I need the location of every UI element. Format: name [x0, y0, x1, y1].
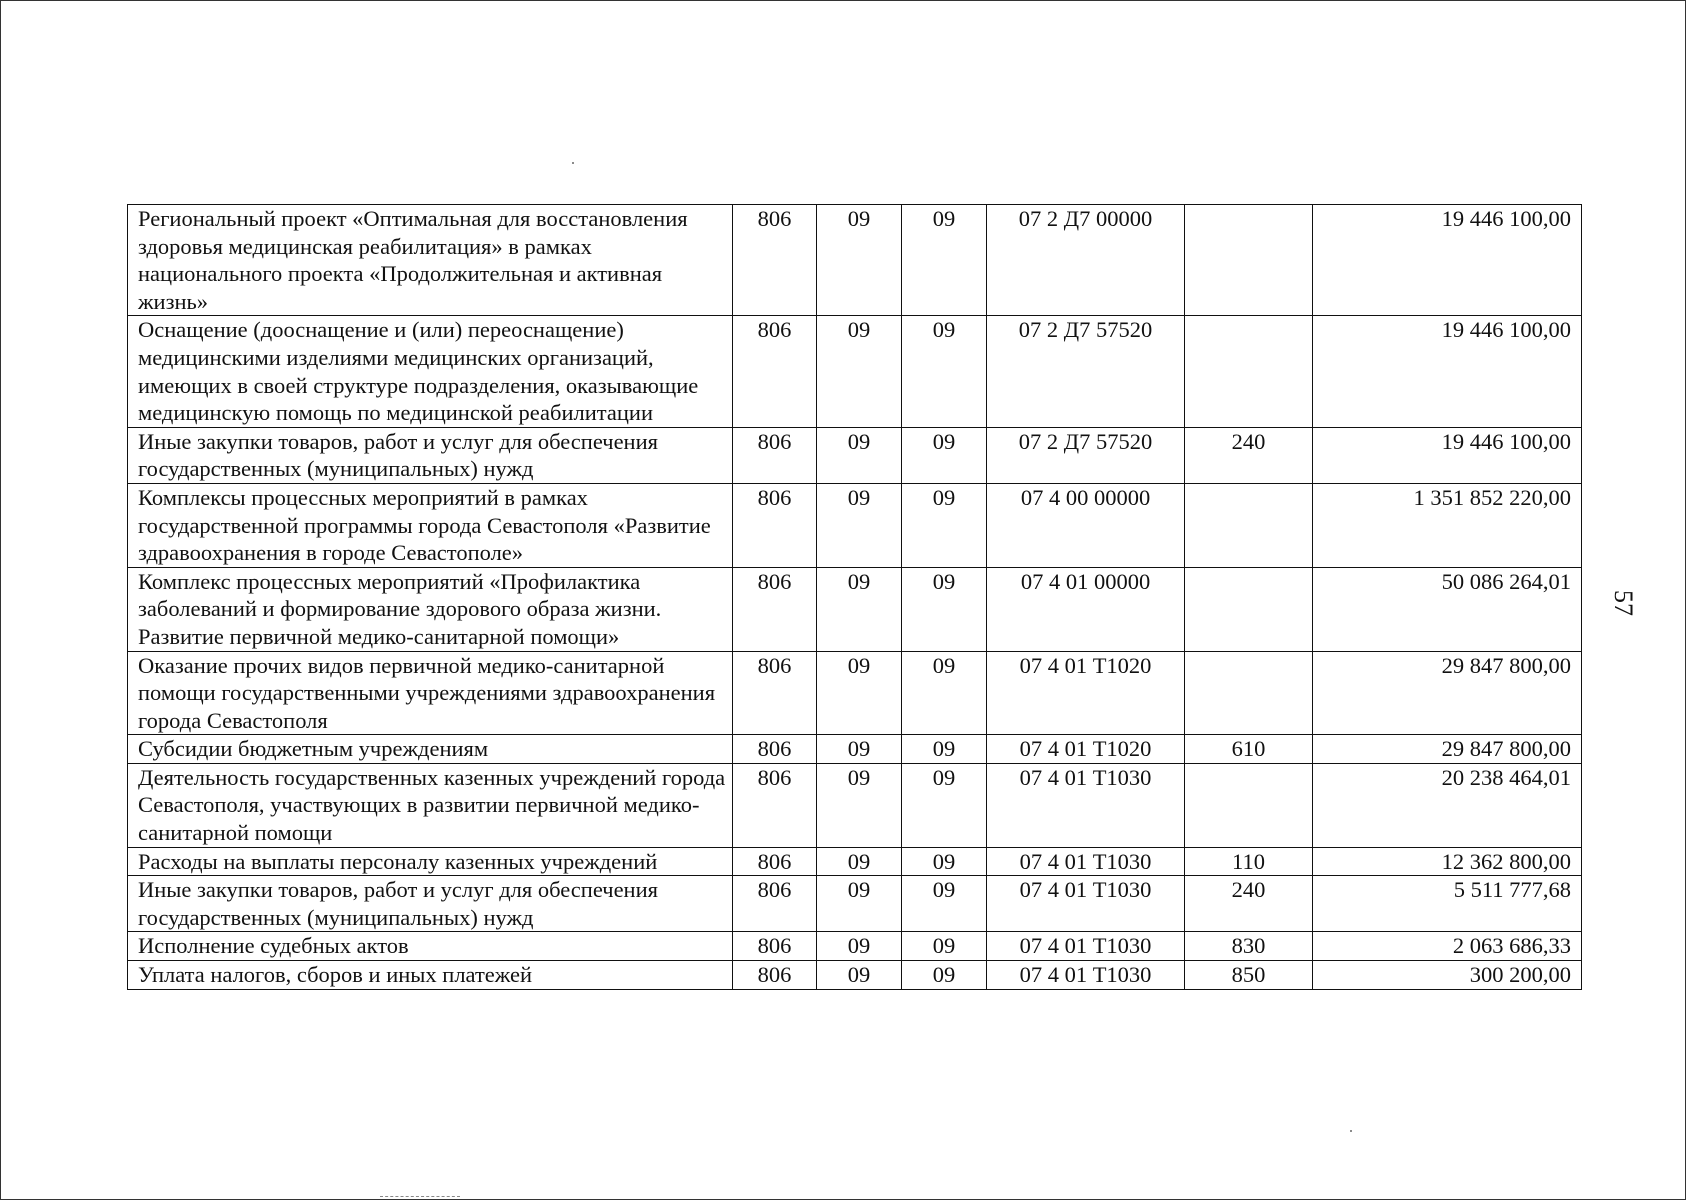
grbs-code-cell: 806 — [733, 932, 817, 961]
target-article-cell: 07 2 Д7 57520 — [987, 427, 1185, 483]
expense-name-cell: Оказание прочих видов первичной медико-санитарной помощи государственными учреждениями здравоохранения города Севастополя — [128, 651, 733, 735]
expense-name-cell: Субсидии бюджетным учреждениям — [128, 735, 733, 764]
scan-speck — [572, 162, 574, 164]
expense-type-cell: 850 — [1185, 961, 1313, 990]
expense-name-cell: Комплекс процессных мероприятий «Профилактика заболеваний и формирование здорового образа жизни. Развитие первичной медико-санитарной помощи» — [128, 567, 733, 651]
table-row — [128, 483, 1582, 567]
expense-type-cell: 610 — [1185, 735, 1313, 764]
page-number: 57 — [1609, 590, 1638, 616]
subsection-code-cell: 09 — [902, 847, 987, 876]
amount-cell: 2 063 686,33 — [1313, 932, 1582, 961]
expense-type-cell — [1185, 483, 1313, 567]
target-article-cell: 07 4 01 Т1020 — [987, 651, 1185, 735]
expense-type-cell — [1185, 205, 1313, 316]
expense-type-cell — [1185, 763, 1313, 847]
scan-edge-marks — [380, 1196, 460, 1199]
subsection-code-cell: 09 — [902, 932, 987, 961]
subsection-code-cell: 09 — [902, 205, 987, 316]
amount-cell: 20 238 464,01 — [1313, 763, 1582, 847]
grbs-code-cell: 806 — [733, 567, 817, 651]
section-code-cell: 09 — [817, 876, 902, 932]
section-code-cell: 09 — [817, 763, 902, 847]
section-code-cell: 09 — [817, 205, 902, 316]
grbs-code-cell: 806 — [733, 735, 817, 764]
table-row — [128, 567, 1582, 651]
subsection-code-cell: 09 — [902, 876, 987, 932]
expense-type-cell: 110 — [1185, 847, 1313, 876]
expense-type-cell: 240 — [1185, 427, 1313, 483]
amount-cell: 19 446 100,00 — [1313, 427, 1582, 483]
grbs-code-cell: 806 — [733, 847, 817, 876]
subsection-code-cell: 09 — [902, 651, 987, 735]
table-row — [128, 427, 1582, 483]
subsection-code-cell: 09 — [902, 961, 987, 990]
section-code-cell: 09 — [817, 847, 902, 876]
section-code-cell: 09 — [817, 651, 902, 735]
subsection-code-cell: 09 — [902, 427, 987, 483]
grbs-code-cell: 806 — [733, 205, 817, 316]
amount-cell: 12 362 800,00 — [1313, 847, 1582, 876]
table-row — [128, 763, 1582, 847]
target-article-cell: 07 4 01 00000 — [987, 567, 1185, 651]
section-code-cell: 09 — [817, 316, 902, 427]
table-row — [128, 735, 1582, 764]
section-code-cell: 09 — [817, 483, 902, 567]
expense-name-cell: Деятельность государственных казенных учреждений города Севастополя, участвующих в развитии первичной медико-санитарной помощи — [128, 763, 733, 847]
subsection-code-cell: 09 — [902, 763, 987, 847]
table-row — [128, 961, 1582, 990]
target-article-cell: 07 4 01 Т1030 — [987, 847, 1185, 876]
expense-type-cell: 240 — [1185, 876, 1313, 932]
section-code-cell: 09 — [817, 932, 902, 961]
amount-cell: 300 200,00 — [1313, 961, 1582, 990]
expense-name-cell: Оснащение (дооснащение и (или) переоснащение) медицинскими изделиями медицинских организаций, имеющих в своей структуре подразделения, оказывающие медицинскую помощь по медицинской реабилитации — [128, 316, 733, 427]
subsection-code-cell: 09 — [902, 567, 987, 651]
amount-cell: 19 446 100,00 — [1313, 316, 1582, 427]
table-row — [128, 876, 1582, 932]
amount-cell: 29 847 800,00 — [1313, 651, 1582, 735]
amount-cell: 19 446 100,00 — [1313, 205, 1582, 316]
table-row — [128, 932, 1582, 961]
table-row — [128, 316, 1582, 427]
subsection-code-cell: 09 — [902, 483, 987, 567]
target-article-cell: 07 2 Д7 57520 — [987, 316, 1185, 427]
section-code-cell: 09 — [817, 961, 902, 990]
subsection-code-cell: 09 — [902, 735, 987, 764]
expense-type-cell — [1185, 567, 1313, 651]
grbs-code-cell: 806 — [733, 961, 817, 990]
subsection-code-cell: 09 — [902, 316, 987, 427]
grbs-code-cell: 806 — [733, 483, 817, 567]
target-article-cell: 07 4 01 Т1030 — [987, 876, 1185, 932]
expense-name-cell: Иные закупки товаров, работ и услуг для обеспечения государственных (муниципальных) нужд — [128, 876, 733, 932]
target-article-cell: 07 4 01 Т1030 — [987, 932, 1185, 961]
table-row — [128, 847, 1582, 876]
budget-table — [127, 204, 1582, 990]
budget-table-body — [128, 205, 1582, 990]
section-code-cell: 09 — [817, 735, 902, 764]
grbs-code-cell: 806 — [733, 427, 817, 483]
amount-cell: 50 086 264,01 — [1313, 567, 1582, 651]
amount-cell: 5 511 777,68 — [1313, 876, 1582, 932]
section-code-cell: 09 — [817, 567, 902, 651]
target-article-cell: 07 4 00 00000 — [987, 483, 1185, 567]
grbs-code-cell: 806 — [733, 316, 817, 427]
table-row — [128, 205, 1582, 316]
target-article-cell: 07 4 01 Т1030 — [987, 763, 1185, 847]
target-article-cell: 07 4 01 Т1030 — [987, 961, 1185, 990]
expense-name-cell: Расходы на выплаты персоналу казенных учреждений — [128, 847, 733, 876]
amount-cell: 29 847 800,00 — [1313, 735, 1582, 764]
expense-name-cell: Уплата налогов, сборов и иных платежей — [128, 961, 733, 990]
expense-name-cell: Региональный проект «Оптимальная для восстановления здоровья медицинская реабилитация» в рамках национального проекта «Продолжительная и активная жизнь» — [128, 205, 733, 316]
expense-type-cell — [1185, 316, 1313, 427]
target-article-cell: 07 2 Д7 00000 — [987, 205, 1185, 316]
expense-type-cell: 830 — [1185, 932, 1313, 961]
grbs-code-cell: 806 — [733, 876, 817, 932]
table-row — [128, 651, 1582, 735]
expense-type-cell — [1185, 651, 1313, 735]
scan-speck — [1350, 1130, 1352, 1132]
expense-name-cell: Исполнение судебных актов — [128, 932, 733, 961]
expense-name-cell: Иные закупки товаров, работ и услуг для обеспечения государственных (муниципальных) нужд — [128, 427, 733, 483]
grbs-code-cell: 806 — [733, 763, 817, 847]
target-article-cell: 07 4 01 Т1020 — [987, 735, 1185, 764]
expense-name-cell: Комплексы процессных мероприятий в рамках государственной программы города Севастополя «Развитие здравоохранения в городе Севастополе» — [128, 483, 733, 567]
grbs-code-cell: 806 — [733, 651, 817, 735]
section-code-cell: 09 — [817, 427, 902, 483]
amount-cell: 1 351 852 220,00 — [1313, 483, 1582, 567]
